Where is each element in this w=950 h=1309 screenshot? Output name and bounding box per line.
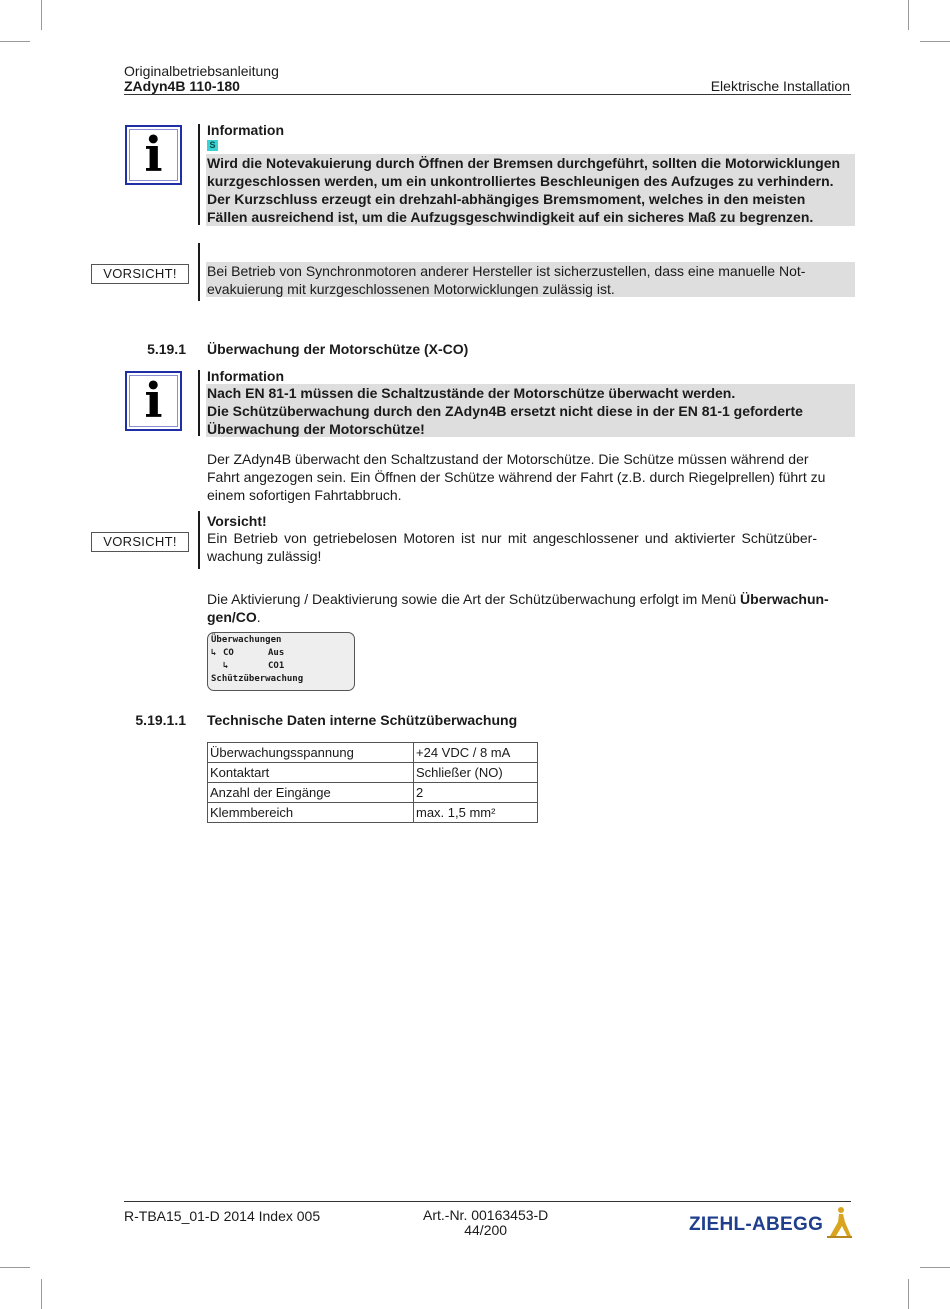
ziehl-abegg-logo [689,1206,853,1238]
section-title: Technische Daten interne Schützüberwachung [207,712,518,728]
table-cell: Anzahl der Eingänge [208,783,414,803]
footer-rule [124,1201,851,1202]
menu-path: Überwachun- [740,591,829,607]
note-bar [198,370,200,436]
logo-figure-icon [826,1206,853,1238]
display-line [211,660,354,673]
header-title: ZAdyn4B 110-180 [124,78,240,94]
table-row [208,803,538,823]
crop-mark [0,1267,30,1268]
display-line [211,647,354,660]
caution-heading: Vorsicht! [207,513,267,529]
table-cell: +24 VDC / 8 mA [414,743,538,763]
footer-page-number: 44/200 [464,1222,508,1238]
table-cell: Kontaktart [208,763,414,783]
table-cell: 2 [414,783,538,803]
caution-label: VORSICHT! [91,532,189,552]
header-section: Elektrische Installation [710,78,850,94]
tech-data-table [207,742,538,823]
table-cell: Überwachungsspannung [208,743,414,763]
crop-mark [41,0,42,30]
info-text [206,154,855,226]
crop-mark [920,41,950,42]
info-label: Information [207,368,284,384]
body-paragraph [207,450,852,504]
header-subtitle: Originalbetriebsanleitung [124,63,279,79]
info-line: Wird die Notevakuierung durch Öffnen der Bremsen durchgeführt, sollten die Motorwicklungen [207,155,841,171]
crop-mark [908,0,909,30]
section-number: 5.19.1.1 [135,712,186,728]
submenu-arrow-icon: ↳ [223,661,229,671]
lcd-display [207,632,355,691]
display-value: CO1 [268,661,285,671]
table-cell: max. 1,5 mm² [414,803,538,823]
table-row [208,763,538,783]
crop-mark [920,1267,950,1268]
paragraph-end: . [256,609,261,625]
menu-path: gen/CO [207,609,257,625]
caution-text [207,529,817,565]
crop-mark [908,1279,909,1309]
display-line: Schützüberwachung [211,674,304,684]
logo-text: ZIEHL-ABEGG [689,1214,824,1235]
display-key: CO [223,648,234,658]
info-line: Die Schützüberwachung durch den ZAdyn4B ersetzt nicht diese in der EN 81-1 geforderte [207,403,803,419]
information-icon: i [125,371,182,431]
info-line: Der Kurzschluss erzeugt ein drehzahl-abhängiges Bremsmoment, welches in den meisten [207,191,806,207]
paragraph-line: Fahrt angezogen sein. Ein Öffnen der Schütze während der Fahrt (z.B. durch Riegelprellen) führt zu [207,469,826,485]
submenu-arrow-icon: ↳ [211,648,217,658]
caution-line: wachung zulässig! [207,548,322,564]
s-badge: S [207,140,218,151]
body-paragraph [207,590,852,626]
paragraph-line: einem sofortigen Fahrtabbruch. [207,487,402,503]
information-icon: i [125,125,182,185]
crop-mark [0,41,30,42]
section-number: 5.19.1 [147,341,186,357]
crop-mark [41,1279,42,1309]
note-bar [198,124,200,225]
info-line: Nach EN 81-1 müssen die Schaltzustände der Motorschütze überwacht werden. [207,385,736,401]
caution-line: Bei Betrieb von Synchronmotoren anderer Hersteller ist sicherzustellen, dass eine manuelle Not- [207,263,806,279]
footer-center [423,1208,548,1238]
note-bar [198,511,200,569]
info-label: Information [207,122,284,138]
paragraph-line: Der ZAdyn4B überwacht den Schaltzustand der Motorschütze. Die Schütze müssen während der [207,451,809,467]
note-bar [198,243,200,301]
section-title: Überwachung der Motorschütze (X-CO) [207,341,469,357]
info-line: Überwachung der Motorschütze! [207,421,425,437]
header-rule [124,94,851,95]
caution-line: evakuierung mit kurzgeschlossenen Motorwicklungen zulässig ist. [207,281,615,297]
info-text [206,384,855,437]
info-line: Fällen ausreichend ist, um die Aufzugsgeschwindigkeit auf ein sicheres Maß zu begrenzen. [207,209,814,225]
caution-label: VORSICHT! [91,264,189,284]
table-row [208,743,538,763]
display-value: Aus [268,648,285,658]
info-line: kurzgeschlossen werden, um ein unkontrolliertes Beschleunigen des Aufzuges zu verhindern. [207,173,834,189]
caution-text [206,262,855,297]
footer-doc-ref: R-TBA15_01-D 2014 Index 005 [124,1208,321,1224]
table-cell: Schließer (NO) [414,763,538,783]
caution-line: Ein Betrieb von getriebelosen Motoren ist nur mit angeschlossener und aktivierter Schützüber- [207,530,817,546]
table-row [208,783,538,803]
paragraph-text: Die Aktivierung / Deaktivierung sowie die Art der Schützüberwachung erfolgt im Menü [207,591,741,607]
display-line: Überwachungen [211,635,282,645]
table-cell: Klemmbereich [208,803,414,823]
footer-art-nr: Art.-Nr. 00163453-D [423,1207,549,1223]
